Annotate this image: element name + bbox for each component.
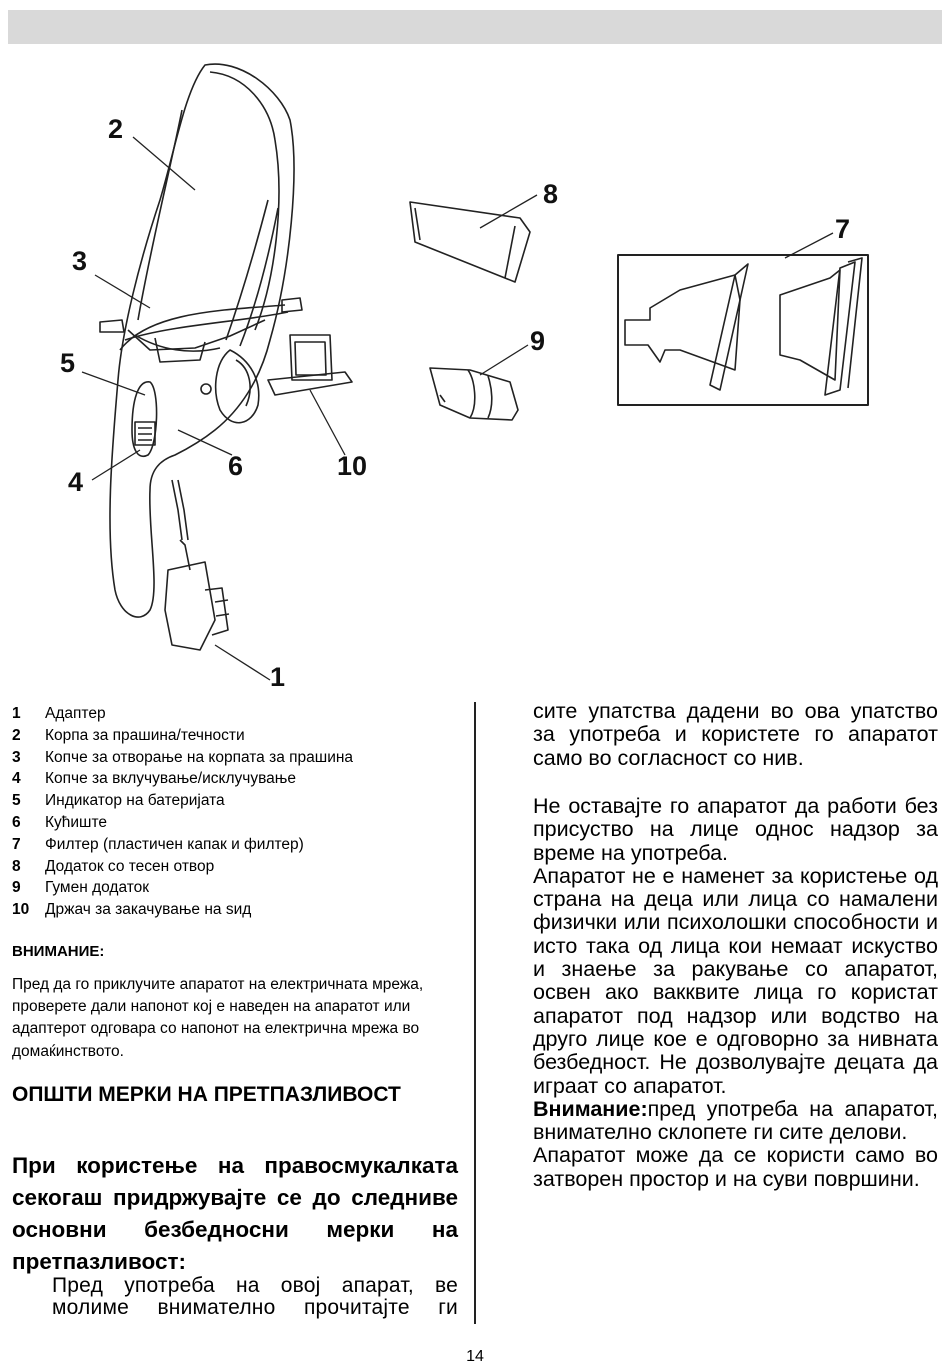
callout-6: 6 bbox=[228, 451, 244, 481]
callout-4: 4 bbox=[68, 467, 84, 497]
parts-list bbox=[12, 703, 462, 921]
parts-list-item: 8 Додаток со тесен отвор bbox=[12, 857, 215, 875]
parts-list-item: 1 Адаптер bbox=[12, 705, 106, 722]
parts-list-item: 10 Држач за закачување на ѕид bbox=[12, 901, 252, 919]
leader-lines bbox=[82, 137, 833, 680]
callout-9: 9 bbox=[530, 326, 546, 356]
parts-list-item: 9 Гумен додаток bbox=[12, 879, 150, 897]
safety-item-5: Апаратот може да се користи само во затворен простор и на суви површини. bbox=[533, 1143, 938, 1191]
filter-drawing bbox=[618, 255, 868, 405]
parts-list-item: 3 Копче за отворање на корпата за прашина bbox=[12, 748, 354, 766]
warning-text: Пред да го приклучите апаратот на електричната мрежа, проверете дали напонот кој е наведен на апаратот или адаптерот одговара со напонот на електрична мрежа во домаќинството. bbox=[12, 976, 424, 1060]
crevice-tool-drawing bbox=[410, 202, 530, 282]
header-bar bbox=[8, 10, 942, 44]
safety-intro: При користење на правосмукалката секогаш придржувајте се до следниве основни безбедносни мерки на претпазливост: bbox=[12, 1153, 458, 1274]
parts-list-item: 7 Филтер (пластичен капак и филтер) bbox=[12, 835, 304, 853]
column-divider bbox=[474, 702, 476, 1324]
safety-item-1-left: Пред употреба на овој апарат, ве молиме внимателно прочитајте ги bbox=[52, 1274, 458, 1319]
warning-title: ВНИМАНИЕ: bbox=[12, 943, 105, 960]
safety-item-2: Не оставајте го апаратот да работи без присуство на лице однос надзор за време на употреба. bbox=[533, 794, 938, 865]
vacuum-body-drawing bbox=[100, 64, 352, 650]
caution-label: Внимание: bbox=[533, 1096, 648, 1121]
page-number: 14 bbox=[466, 1348, 484, 1365]
safety-title: ОПШТИ МЕРКИ НА ПРЕТПАЗЛИВОСТ bbox=[12, 1083, 401, 1106]
callout-3: 3 bbox=[72, 246, 88, 276]
callout-10: 10 bbox=[337, 451, 368, 481]
parts-list-item: 6 Кућиште bbox=[12, 813, 108, 831]
vacuum-diagram bbox=[0, 50, 950, 700]
safety-item-4: Внимание:пред употреба на апаратот, внимателно склопете ги сите делови. bbox=[533, 1096, 938, 1145]
callout-1: 1 bbox=[270, 662, 286, 692]
callout-2: 2 bbox=[108, 114, 124, 144]
callout-5: 5 bbox=[60, 348, 76, 378]
parts-list-item: 4 Копче за вклучување/исклучување bbox=[12, 770, 296, 788]
callout-8: 8 bbox=[543, 179, 559, 209]
rubber-tool-drawing bbox=[430, 368, 518, 420]
callout-7: 7 bbox=[835, 214, 851, 244]
safety-items bbox=[533, 795, 938, 1191]
safety-item-3: Апаратот не е наменет за користење од страна на деца или лица со намалени физички или психолошки способности и исто така од лица кои немаат искуство и знаење за ракување со апаратот, освен ако вакквите лица го користат апаратот под надзор или водство на друго лице кое е одговорно за нивната безбедност. Не дозволувајте децата да играат со апаратот. bbox=[533, 863, 938, 1098]
safety-item-1-right: сите упатства дадени во ова упатство за употреба и користете го апаратот само во согласност со нив. bbox=[533, 699, 938, 770]
parts-list-item: 5 Индикатор на батеријата bbox=[12, 792, 225, 810]
parts-list-item: 2 Корпа за прашина/течности bbox=[12, 726, 245, 744]
